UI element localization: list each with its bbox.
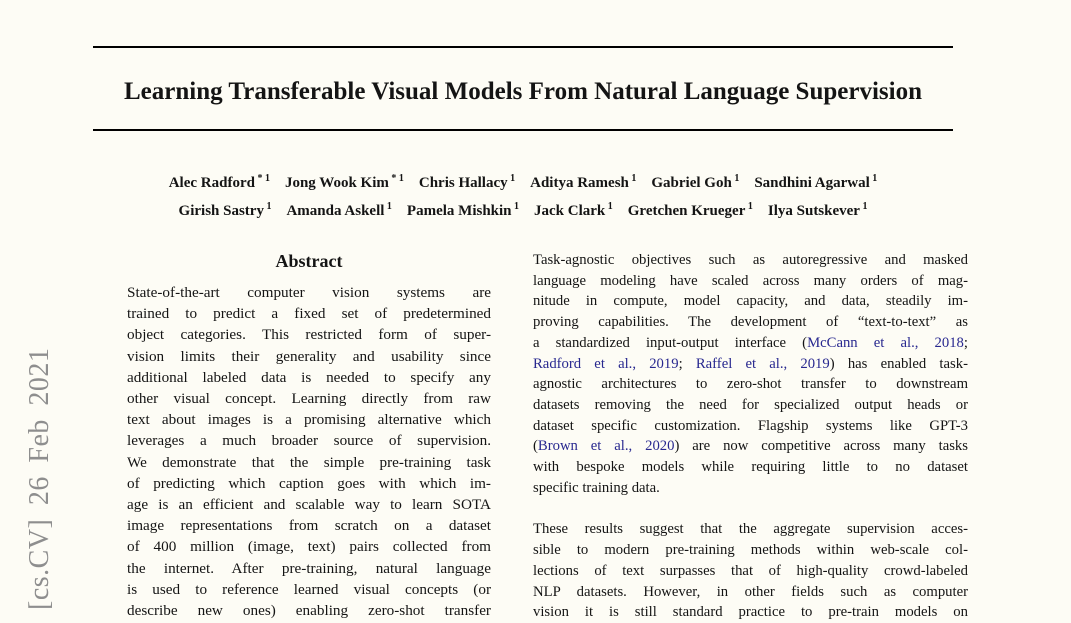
text-line: a standardized input-output interface (McCann et al., 2018; [533,334,968,351]
author-superscript: 1 [628,173,637,184]
text-line: datasets removing the need for specialized output heads or [533,396,968,413]
abstract-line: object categories. This restricted form of super- [127,326,491,344]
author-name: Jack Clark $^1$ [534,201,613,219]
text-line: vision it is still standard practice to pre-train models on [533,604,968,621]
abstract-line: text about images is a promising alternative which [127,411,491,429]
text-line: specific training data. [533,479,660,496]
abstract-line: the internet. After pre-training, natural language [127,559,491,577]
intro-paragraph [533,250,968,498]
text-line: with bespoke models while requiring little to no dataset [533,459,968,476]
author-row-1 [43,167,1003,195]
author-superscript: 1 [605,201,613,212]
text-line: lections of text surpasses that of high-quality crowd-labeled [533,562,968,579]
author-name: Sandhini Agarwal $^1$ [754,173,878,191]
arxiv-watermark: [cs.CV] 26 Feb 2021 [24,347,55,610]
abstract-line: of predicting which caption goes with which im- [127,474,491,492]
author-superscript: 1 [511,201,520,212]
text-line: sible to modern pre-training methods within web-scale col- [533,542,968,559]
author-superscript: 1 [859,201,868,212]
abstract-line: vision limits their generality and usability since [127,347,491,365]
title-rule-top [93,46,953,48]
text-line: Task-agnostic objectives such as autoregressive and masked [533,252,968,268]
author-superscript: 1 [384,201,392,212]
author-name: Amanda Askell $^1$ [286,201,392,219]
author-superscript: 1 [869,173,878,184]
abstract-line: image representations from scratch on a dataset [127,517,491,535]
author-row-2 [43,195,1003,223]
citation-link[interactable]: Brown et al., 2020 [537,438,675,455]
author-name: Gretchen Krueger $^1$ [627,201,753,219]
text-line: (Brown et al., 2020) are now competitive across many tasks [533,438,968,455]
abstract-line: age is an efficient and scalable way to learn SOTA [127,496,491,514]
author-superscript: 1 [731,173,740,184]
citation-link[interactable]: McCann et al., 2018 [807,334,964,351]
abstract-heading: Abstract [275,251,343,271]
abstract-line: other visual concept. Learning directly from raw [127,390,491,408]
author-superscript: 1 [507,173,516,184]
author-name: Pamela Mishkin $^1$ [406,201,520,219]
title-rule-bottom [93,129,953,131]
introduction-column [533,250,968,623]
citation-link[interactable]: Radford et al., 2019 [533,355,679,372]
author-superscript: * 1 [254,173,270,184]
text-line: NLP datasets. However, in other fields such as computer [533,583,968,600]
citation-link[interactable]: Raffel et al., 2019 [695,355,830,372]
author-name: Girish Sastry $^1$ [178,201,272,219]
text-line: language modeling have scaled across many orders of mag- [533,272,968,289]
abstract-line: State-of-the-art computer vision systems are [127,284,491,301]
abstract-body [127,282,491,621]
abstract-line: leverages a much broader source of supervision. [127,432,491,450]
author-list [43,167,1003,223]
author-superscript: * 1 [388,173,404,184]
abstract-line: We demonstrate that the simple pre-training task [127,453,491,471]
author-name: Alec Radford $^{* 1}$ [168,173,270,191]
intro-paragraph [533,519,968,623]
author-name: Chris Hallacy $^1$ [418,173,516,191]
text-line: agnostic architectures to zero-shot transfer to downstream [533,376,968,393]
text-line: Radford et al., 2019; Raffel et al., 2019) has enabled task- [533,355,968,372]
abstract-line: describe new ones) enabling zero-shot transfer [127,602,491,620]
author-superscript: 1 [745,201,753,212]
text-line: dataset specific customization. Flagship systems like GPT-3 [533,417,968,434]
author-name: Ilya Sutskever $^1$ [767,201,868,219]
abstract-line: of 400 million (image, text) pairs collected from [127,538,491,556]
author-name: Jong Wook Kim $^{* 1}$ [284,173,404,191]
text-line: proving capabilities. The development of “text-to-text” as [533,314,968,331]
text-line: These results suggest that the aggregate supervision acces- [533,521,968,538]
text-line: nitude in compute, model capacity, and data, steadily im- [533,293,968,310]
abstract-line: additional labeled data is needed to specify any [127,368,491,386]
abstract-line: trained to predict a fixed set of predetermined [127,305,491,323]
abstract-line: is used to reference learned visual concepts (or [127,580,491,598]
author-superscript: 1 [263,201,272,212]
author-name: Gabriel Goh $^1$ [651,173,740,191]
author-name: Aditya Ramesh $^1$ [530,173,637,191]
paper-title: Learning Transferable Visual Models From Natural Language Supervision [124,78,922,105]
